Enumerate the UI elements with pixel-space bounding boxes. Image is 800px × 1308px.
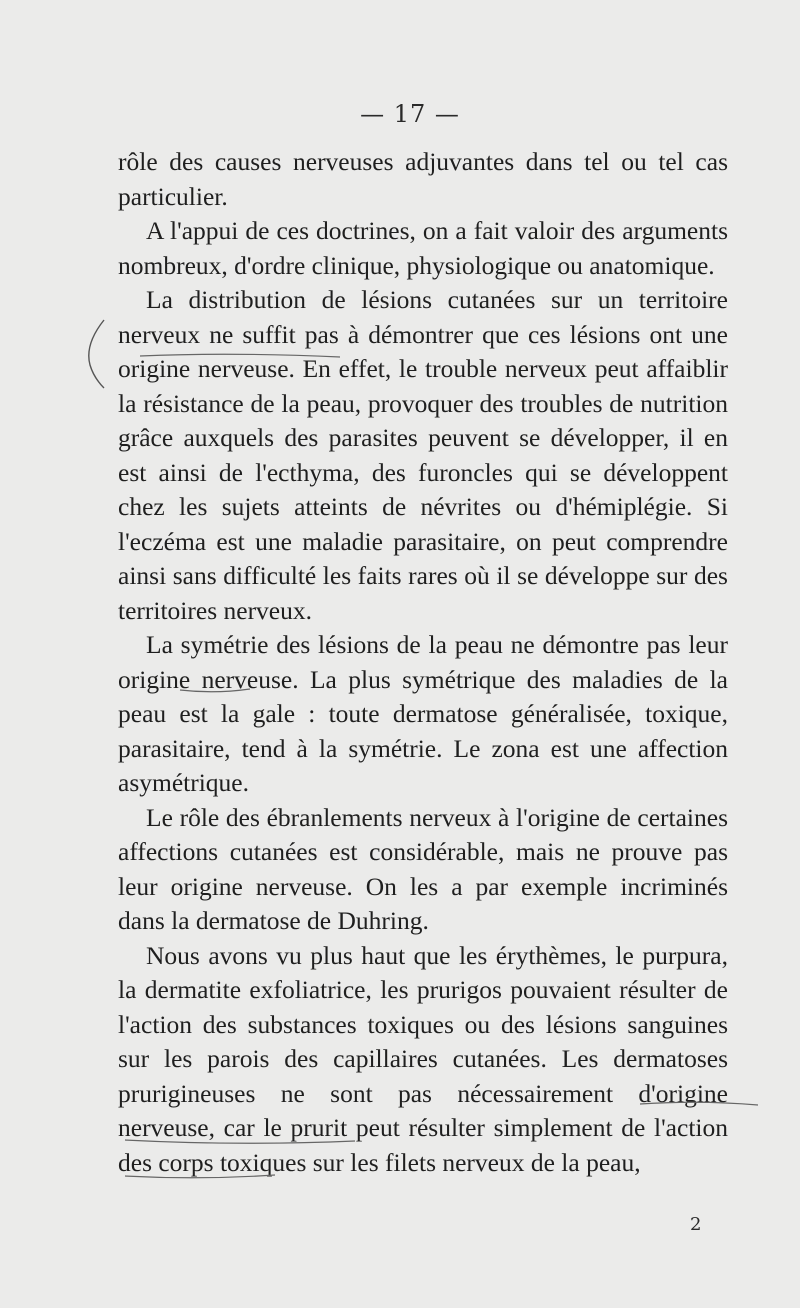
paragraph-1: rôle des causes nerveuses adjuvantes dans tel ou tel cas particulier.: [118, 147, 728, 211]
body-text: [118, 145, 728, 1180]
signature-mark: 2: [690, 1214, 702, 1235]
margin-bracket-mark: [89, 320, 104, 388]
paragraph-2: A l'appui de ces doctrines, on a fait valoir des arguments nombreux, d'ordre clinique, physiologique ou anatomique.: [118, 216, 728, 280]
paragraph-4: La symétrie des lésions de la peau ne démontre pas leur origine nerveuse. La plus symétrique des maladies de la peau est la gale : toute dermatose généralisée, toxique, parasitaire, tend à la symétrie. Le zona est une affection asymétrique.: [118, 630, 728, 797]
page-number: — 17 —: [360, 100, 460, 128]
paragraph-6: Nous avons vu plus haut que les érythèmes, le purpura, la dermatite exfoliatrice, les prurigos pouvaient résulter de l'action des substances toxiques ou des lésions sanguines sur les parois des capillaires cutanées. Les dermatoses prurigineuses ne sont pas nécessairement d'origine nerveuse, car le prurit peut résulter simplement de l'action des corps toxiques sur les filets nerveux de la peau,: [118, 940, 728, 1177]
paragraph-3: La distribution de lésions cutanées sur un territoire nerveux ne suffit pas à démontrer que ces lésions ont une origine nerveuse. En effet, le trouble nerveux peut affaiblir la résistance de la peau, provoquer des troubles de nutrition grâce auxquels des parasites peuvent se développer, il en est ainsi de l'ecthyma, des furoncles qui se développent chez les sujets atteints de névrites ou d'hémiplégie. Si l'eczéma est une maladie parasitaire, on peut comprendre ainsi sans difficulté les faits rares où il se développe sur des territoires nerveux.: [118, 285, 728, 625]
paragraph-5: Le rôle des ébranlements nerveux à l'origine de certaines affections cutanées est considérable, mais ne prouve pas leur origine nerveuse. On les a par exemple incriminés dans la dermatose de Duhring.: [118, 802, 728, 935]
